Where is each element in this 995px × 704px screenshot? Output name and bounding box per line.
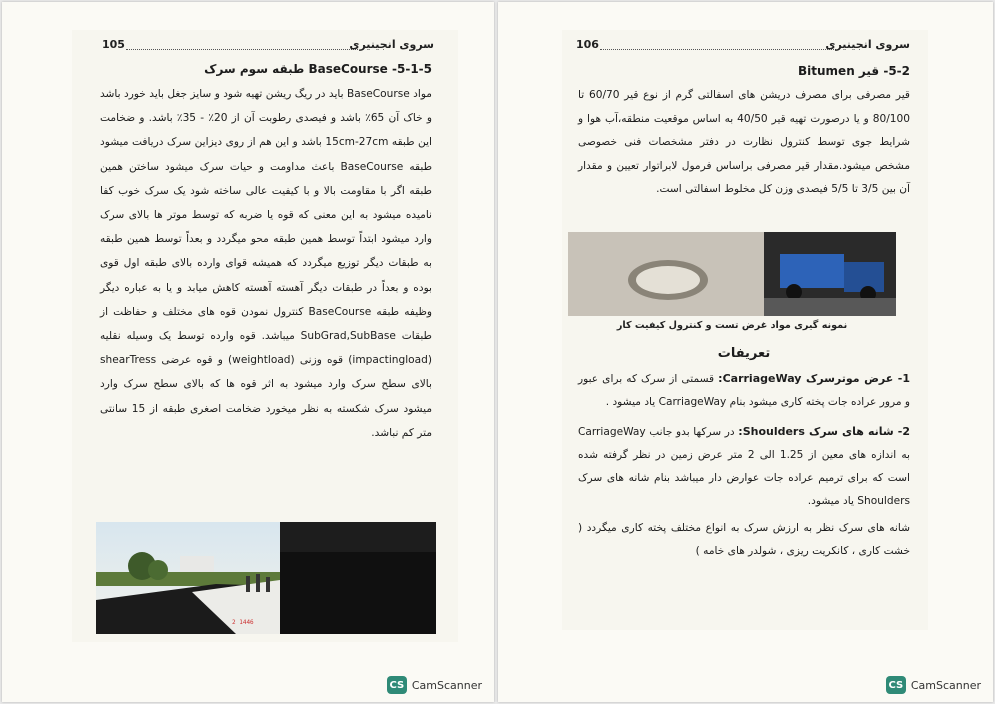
right-text-block-top [578,64,910,202]
left-text-block [100,62,432,445]
definition-1 [578,367,910,414]
lab-photos-right [568,232,896,316]
definition-2 [578,420,910,513]
page-right [498,2,993,702]
page-header-left [72,38,458,54]
photo-caption: نمونه گیری مواد غرض تست و کنترول کیفیت کار [616,320,848,331]
definition-1-title: 1- عرض موترسرک CarriageWay: [718,372,911,385]
definition-2-extra: شانه های سرک نظر به ارزش سرک به انواع مختلف پخته کاری میگردد ( خشت کاری ، کانکریت ریزی ، شولدر های خامه ) [578,522,910,557]
camscanner-watermark [387,676,482,694]
camscanner-watermark [886,676,981,694]
sample-testing-photo [568,232,896,316]
page-header-right [562,38,928,54]
camscanner-logo: CS [886,676,906,694]
definitions-block [578,342,910,563]
page-left [2,2,494,702]
photo-date-stamp: 2 1446 [232,619,254,626]
road-construction-photo [96,522,436,634]
body-paragraph: مواد BaseCourse باید در ریگ ریشن تهیه شود و سایز جغل باید خورد باشد و خاک آن 65٪ باشد و فیصدی رطوبت آن از 20٪ - 35٪ باشد. و ضخامت این طبقه 15cm-27cm باشد و این هم از روی دیزاین سرک دریافت میشود طبقه BaseCourse باعث مداومت و حیات سرک میشود ساختن همین طبقه اگر با مقاومت بالا و با کیفیت عالی ساخته شود یک سرک خوب کفا نامیده میشود به این معنی که قوه یا ضربه که توسط موتر ها بالای سرک وارد میشود ابتداً توسط همین طبقه محو میگردد و بعداً توسط همین طبقه به طبقات دیگر توزیع میگردد که همیشه قوای وارده بالای طبقه اول قوی بوده و بعداً در طبقات دیگر آهسته آهسته کاهش میابد و یا به عباره دیگر وظیفه طبقه BaseCourse کنترول نمودن قوه های مختلف و حفاظت از طبقات SubGrad,SubBase میباشد. قوه وارده توسط یک وسیله نقلیه (impactingload) قوه وزنی (weightload) و قوه عرضی shearTress بالای سطح سرک وارد میشود به اثر قوه ها که بالای سطح سرک وارد میشود سرک شکسته به نظر میخورد ضخامت اصغری طبقه از 15 سانتی متر کم نباشد. [100,88,433,439]
header-dotted-rule [126,49,358,51]
definitions-title: تعریفات [717,346,771,361]
camscanner-logo: CS [387,676,407,694]
header-title: سروی انجینیری [349,38,434,51]
definition-1-text: قسمتی از سرک که برای عبور و مرور عراده جات پخته کاری میشود بنام CarriageWay یاد میشود . [578,373,910,408]
body-paragraph: قیر مصرفی برای مصرف دریشن های اسفالتی گرم از نوع قیر 60/70 تا 80/100 و یا درصورت تهیه قیر 40/50 به اساس موقعیت منطقه،آب هوا و شرایط جوی توسط کنترول نظارت در دفتر مشخصات فنی خصوصی مشخص میشود.مقدار قیر مصرفی براساس فرمول لابراتوار تعیین و مقدار آن بین 3/5 تا 5/5 فیصدی وزن کل مخلوط اسفالتی است. [578,89,910,195]
header-title: سروی انجینیری [825,38,910,51]
section-heading: 5-2- قیر Bitumen [798,64,910,78]
definition-2-text: در سرکها بدو جانب CarriageWay به اندازه های معین از 1.25 الی 2 متر عرض زمین در نظر گرفته شده است که برای ترمیم عراده جات عوارض دار میباشد بنام شانه های سرک Shoulders یاد میشود. [578,426,910,507]
page-number: 106 [576,38,599,51]
camscanner-label: CamScanner [411,678,482,692]
header-dotted-rule [600,49,836,51]
camscanner-label: CamScanner [910,678,981,692]
section-heading: 5-1-5- BaseCourse طبقه سوم سرک [204,62,432,76]
page-number: 105 [102,38,125,51]
definition-2-title: 2- شانه های سرک Shoulders: [738,425,910,438]
road-photos-left [96,522,436,634]
